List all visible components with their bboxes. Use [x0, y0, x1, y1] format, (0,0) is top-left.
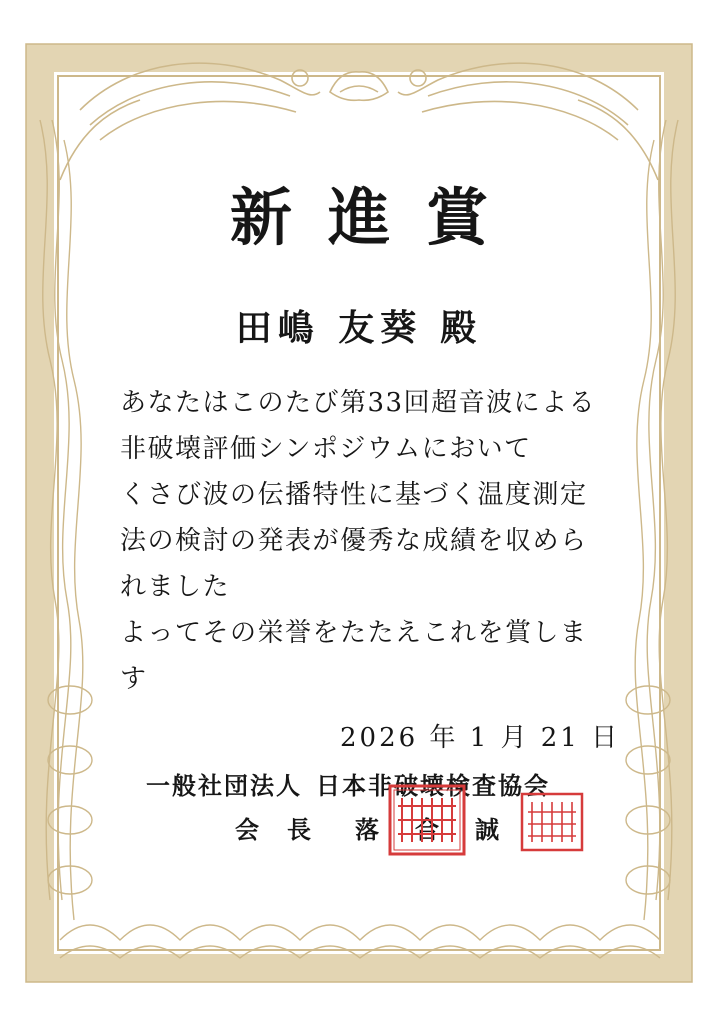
organization-seal — [388, 784, 466, 856]
recipient-honorific: 殿 — [440, 307, 483, 349]
body-line: す — [120, 664, 148, 694]
president-name: 落合誠 — [355, 815, 535, 844]
body-line: あなたはこのたび第33回超音波による — [120, 388, 597, 418]
body-line: 法の検討の発表が優秀な成績を収めら — [120, 526, 588, 556]
body-line: 非破壊評価シンポジウムにおいて — [120, 434, 532, 464]
org-type: 一般社団法人 — [146, 771, 302, 800]
body-line: よってその栄誉をたたえこれを賞しま — [120, 618, 588, 648]
recipient-name: 田嶋 友葵 — [235, 307, 423, 349]
certificate-title: 新進賞 — [229, 181, 524, 254]
recipient-line — [0, 303, 718, 353]
president-title: 会長 — [235, 815, 339, 844]
body-line: れました — [120, 572, 231, 602]
phoenix-right-decoration — [398, 63, 658, 180]
bottom-leaf-decoration — [60, 925, 660, 958]
org-name: 日本非破壊検査協会 — [316, 771, 550, 800]
phoenix-left-decoration — [60, 63, 320, 180]
president-seal — [520, 792, 584, 852]
award-date: 2026 年 1 月 21 日 — [340, 723, 621, 753]
body-line: くさび波の伝播特性に基づく温度測定 — [120, 480, 588, 510]
certificate-body — [120, 380, 600, 702]
